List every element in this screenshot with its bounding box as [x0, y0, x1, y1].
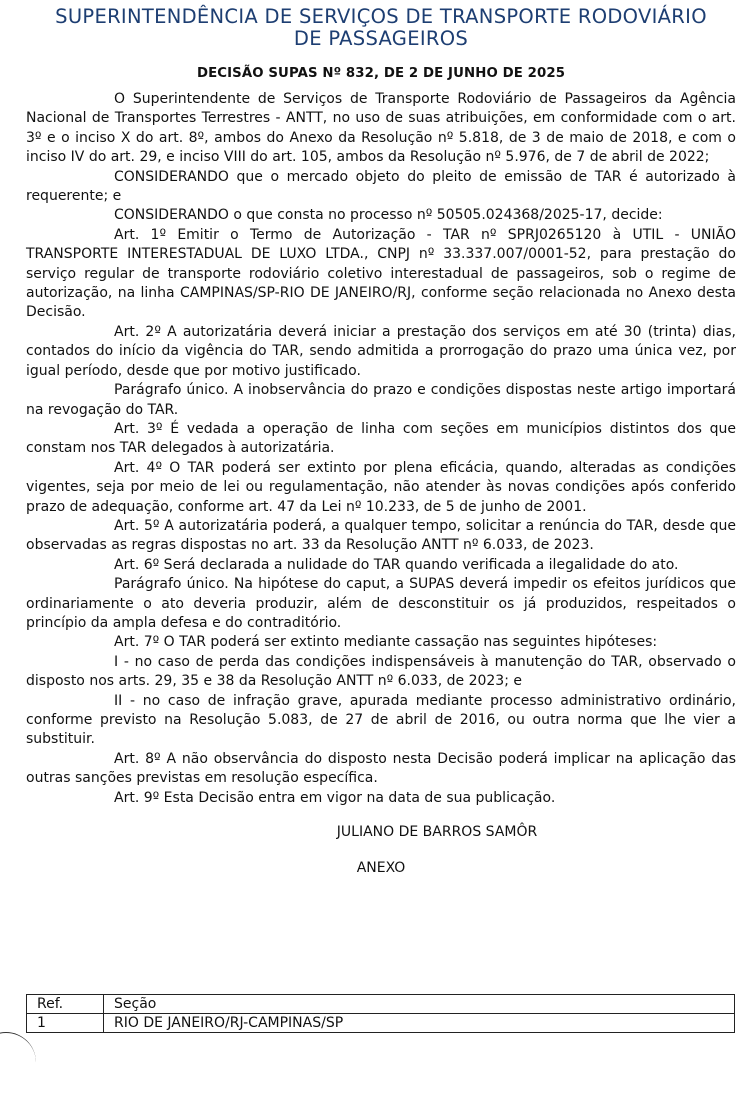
- annex-cell-ref: 1: [27, 1014, 104, 1033]
- paragraph-art-3: Art. 3º É vedada a operação de linha com seções em municípios distintos dos que constam nos TAR delegados à autorizatária.: [26, 420, 736, 457]
- paragraph-art-7-inciso-2: II - no caso de infração grave, apurada mediante processo administrativo ordinário, conforme previsto na Resolução 5.083, de 27 de abril de 2016, ou outra norma que lhe vier a substituir.: [26, 692, 736, 748]
- paragraph-art-9: Art. 9º Esta Decisão entra em vigor na data de sua publicação.: [114, 789, 556, 806]
- annex-header-secao: Seção: [104, 995, 735, 1014]
- annex-title: ANEXO: [356, 860, 406, 877]
- paragraph-art-2: Art. 2º A autorizatária deverá iniciar a prestação dos serviços em até 30 (trinta) dias, contados do início da vigência do TAR, sendo admitida a prorrogação do prazo uma única vez, por igual período, desde que por motivo justificado.: [26, 323, 736, 379]
- agency-title: [26, 6, 736, 50]
- signature-name: JULIANO DE BARROS SAMÔR: [336, 824, 538, 841]
- agency-title-line1: SUPERINTENDÊNCIA DE SERVIÇOS DE TRANSPORTE RODOVIÁRIO: [55, 5, 707, 28]
- annex-cell-secao: RIO DE JANEIRO/RJ-CAMPINAS/SP: [104, 1014, 735, 1033]
- paragraph-art-7-inciso-1: I - no caso de perda das condições indispensáveis à manutenção do TAR, observado o disposto nos arts. 29, 35 e 38 da Resolução ANTT nº 6.033, de 2023; e: [26, 653, 736, 690]
- page-corner-arc: [0, 1032, 36, 1093]
- paragraph-art-8: Art. 8º A não observância do disposto nesta Decisão poderá implicar na aplicação das outras sanções previstas em resolução específica.: [26, 750, 736, 787]
- paragraph-art-7: Art. 7º O TAR poderá ser extinto mediante cassação nas seguintes hipóteses:: [114, 634, 658, 651]
- annex-table: [26, 994, 735, 1033]
- annex-table-header-row: [27, 995, 735, 1014]
- paragraph-art-6-unico: Parágrafo único. Na hipótese do caput, a SUPAS deverá impedir os efeitos jurídicos que ordinariamente o ato deveria produzir, além de desconstituir os já produzidos, respeitados o princípio da ampla defesa e do contraditório.: [26, 576, 736, 631]
- paragraph-art-4: Art. 4º O TAR poderá ser extinto por plena eficácia, quando, alteradas as condições vigentes, seja por meio de lei ou regulamentação, não atender às novas condições após conferido prazo de adequação, conforme art. 47 da Lei nº 10.233, de 5 de junho de 2001.: [26, 459, 736, 515]
- paragraph-art-5: Art. 5º A autorizatária poderá, a qualquer tempo, solicitar a renúncia do TAR, desde que observadas as regras dispostas no art. 33 da Resolução ANTT nº 6.033, de 2023.: [26, 517, 736, 554]
- annex-header-ref: Ref.: [27, 995, 104, 1014]
- agency-title-line2: DE PASSAGEIROS: [293, 27, 469, 50]
- decision-title: DECISÃO SUPAS Nº 832, DE 2 DE JUNHO DE 2025: [196, 66, 566, 81]
- paragraph-art-6: Art. 6º Será declarada a nulidade do TAR quando verificada a ilegalidade do ato.: [114, 556, 679, 573]
- document-page: [26, 0, 736, 1031]
- paragraph-considerando-1: CONSIDERANDO que o mercado objeto do pleito de emissão de TAR é autorizado à requerente; e: [26, 168, 736, 205]
- paragraph-art-1: Art. 1º Emitir o Termo de Autorização - TAR nº SPRJ0265120 à UTIL - UNIÃO TRANSPORTE INTERESTADUAL DE LUXO LTDA., CNPJ nº 33.337.007/0001-52, para prestação do serviço regular de transporte rodoviário coletivo interestadual de passageiros, sob o regime de autorização, na linha CAMPINAS/SP-RIO DE JANEIRO/RJ, conforme seção relacionada no Anexo desta Decisão.: [26, 226, 736, 321]
- paragraph-art-2-unico: Parágrafo único. A inobservância do prazo e condições dispostas neste artigo importará na revogação do TAR.: [26, 382, 736, 418]
- paragraph-preamble: O Superintendente de Serviços de Transporte Rodoviário de Passageiros da Agência Nacional de Transportes Terrestres - ANTT, no uso de suas atribuições, em conformidade com o art. 3º e o inciso X do art. 8º, ambos do Anexo da Resolução nº 5.818, de 3 de maio de 2018, e com o inciso IV do art. 29, e inciso VIII do art. 105, ambos da Resolução nº 5.976, de 7 de abril de 2022;: [26, 91, 736, 166]
- paragraph-considerando-2: CONSIDERANDO o que consta no processo nº 50505.024368/2025-17, decide:: [114, 207, 663, 224]
- decision-body: [26, 90, 736, 808]
- table-row: [27, 1014, 735, 1033]
